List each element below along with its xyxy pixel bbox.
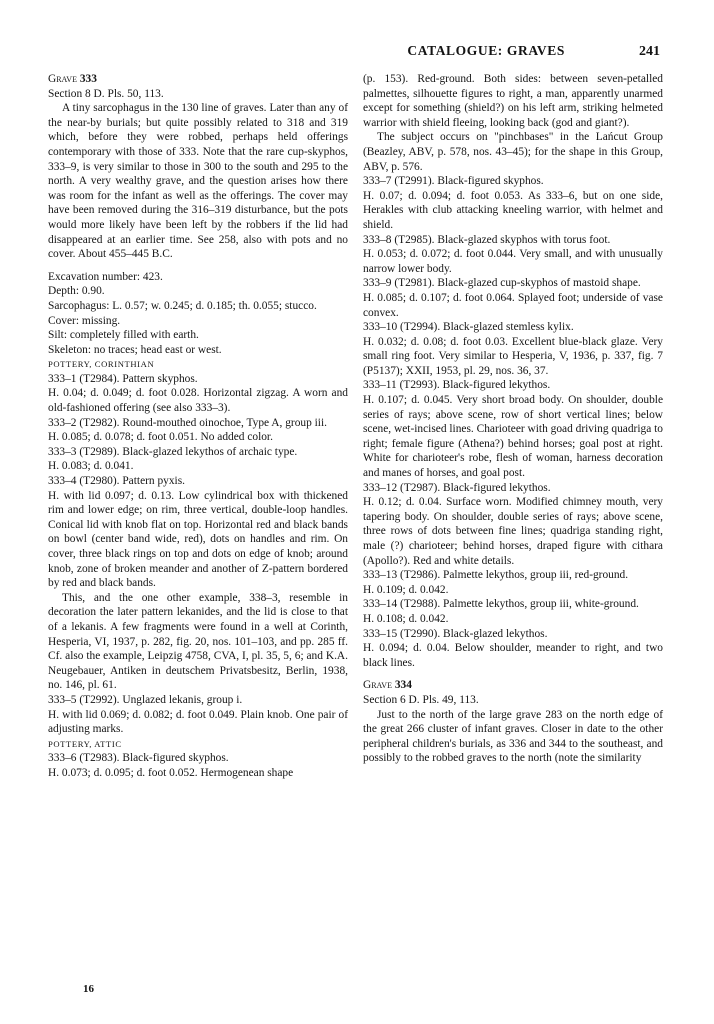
entry-title: 333–10 (T2994). Black-glazed stemless kylix. [363, 321, 574, 334]
grave-intro: A tiny sarcophagus in the 130 line of graves. Later than any of the near-by burials; but quite possibly related to 318 and 319 which, before they were robbed, perhaps held offerings contemporary with those of 333. Note that the rare cup-skyphos, 333–9, is very similar to those in 300 to the south and 295 to the north. A very wealthy grave, and the question arises how there was room for the infant as well as the offerings. The cover may have been removed during the 316–319 disturbance, but the pots would more likely have been left by the robbers if the lid had disappeared at an earlier time. See 258, also with pots and no cover. About 455–445 B.C. [48, 102, 348, 261]
signature-mark: 16 [83, 983, 94, 995]
entry-title: 333–5 (T2992). Unglazed lekanis, group i. [48, 693, 243, 706]
entry-paragraph: This, and the one other example, 338–3, resemble in decoration the later pattern lekanides, and the lid is close to that of a lekanis. A few fragments were found in a well at Corinth, Hesperia, VI, 1937, p. 282, fig. 20, nos. 101–103, and pp. 285 ff. Cf. also the example, Leipzig 4758, CVA, I, pl. 35, 5, 6; and K.A. Neugebauer, Antiken in deutschem Privatsbesitz, Berlin, 1938, no. 146, pl. 61. [48, 591, 348, 692]
excavation-number: Excavation number: 423. [48, 270, 163, 283]
entry-title: 333–3 (T2989). Black-glazed lekythos of archaic type. [48, 445, 298, 458]
entry-text: H. with lid 0.097; d. 0.13. Low cylindrical box with thickened rim and lower edge; on rim, three vertical, double-loop handles. Conical lid with knob flat on top. Horizontal red and black bands on bowl (center band wide, red), dots on handles and rim. On cover, three black rings on top and dots on edge of knob; around knob, zone of broken meander and another of Z-pattern bordered by red and black bands. [48, 489, 348, 590]
entry-text: H. 0.085; d. 0.107; d. foot 0.064. Splayed foot; underside of vase convex. [363, 291, 663, 319]
entry-title: 333–14 (T2988). Palmette lekythos, group iii, white-ground. [363, 598, 639, 611]
entry-text: H. 0.07; d. 0.094; d. foot 0.053. As 333–6, but on one side, Herakles with club attacking kneeling warrior, with helmet and shield. [363, 189, 663, 231]
section-pottery-corinthian: POTTERY, CORINTHIAN [48, 359, 155, 370]
running-title: CATALOGUE: GRAVES [407, 43, 565, 58]
left-column [48, 72, 348, 781]
section-line: Section 6 D. Pls. 49, 113. [363, 693, 479, 706]
entry-text: H. 0.04; d. 0.049; d. foot 0.028. Horizontal zigzag. A worn and old-fashioned offering (see also 333–3). [48, 387, 348, 415]
running-header [48, 43, 660, 63]
section-line: Section 8 D. Pls. 50, 113. [48, 87, 164, 100]
entry-title: 333–6 (T2983). Black-figured skyphos. [48, 752, 229, 765]
page-number: 241 [639, 44, 660, 59]
entry-text: H. 0.053; d. 0.072; d. foot 0.044. Very small, and with unusually narrow lower body. [363, 248, 663, 275]
continued-text: (p. 153). Red-ground. Both sides: between seven-petalled palmettes, silhouette figures to right, a man, apparently unarmed except for something (shield?) on his left arm, striking helmeted warrior with shield fleeing, looking back (god and giant?). [363, 73, 663, 129]
entry-text: H. 0.109; d. 0.042. [363, 583, 449, 596]
grave-heading: Grave 334 [363, 679, 412, 692]
grave-heading: Grave 333 [48, 73, 97, 85]
entry-title: 333–9 (T2981). Black-glazed cup-skyphos of mastoid shape. [363, 277, 641, 290]
entry-text: H. 0.085; d. 0.078; d. foot 0.051. No added color. [48, 431, 273, 444]
sarcophagus: Sarcophagus: L. 0.57; w. 0.245; d. 0.185; th. 0.055; stucco. [48, 299, 317, 312]
entry-text: H. 0.108; d. 0.042. [363, 612, 449, 625]
entry-title: 333–7 (T2991). Black-figured skyphos. [363, 175, 544, 188]
continued-paragraph: The subject occurs on "pinchbases" in the Lańcut Group (Beazley, ABV, p. 578, nos. 43–45); for the shape in this Group, ABV, p. 576. [363, 131, 663, 173]
grave-number: 334 [394, 679, 412, 692]
entry-text: H. 0.073; d. 0.095; d. foot 0.052. Hermogenean shape [48, 766, 294, 779]
entry-title: 333–11 (T2993). Black-figured lekythos. [363, 379, 551, 392]
entry-text: H. 0.094; d. 0.04. Below shoulder, meander to right, and two black lines. [363, 642, 663, 669]
entry-text: H. with lid 0.069; d. 0.082; d. foot 0.049. Plain knob. One pair of adjusting marks. [48, 708, 348, 736]
silt: Silt: completely filled with earth. [48, 329, 199, 342]
entry-text: H. 0.032; d. 0.08; d. foot 0.03. Excellent blue-black glaze. Very small ring foot. Very similar to Hesperia, V, 1936, p. 337, fig. 7 (P5137); XXII, 1953, pl. 29, nos. 36, 37. [363, 335, 663, 377]
skeleton: Skeleton: no traces; head east or west. [48, 343, 222, 356]
section-pottery-attic: POTTERY, ATTIC [48, 738, 122, 749]
entry-title: 333–2 (T2982). Round-mouthed oinochoe, Type A, group iii. [48, 416, 327, 429]
grave-number: 333 [79, 73, 97, 85]
entry-title: 333–8 (T2985). Black-glazed skyphos with torus foot. [363, 233, 611, 246]
entry-text: H. 0.083; d. 0.041. [48, 460, 134, 473]
cover: Cover: missing. [48, 314, 121, 327]
entry-title: 333–4 (T2980). Pattern pyxis. [48, 475, 185, 488]
entry-text: H. 0.107; d. 0.045. Very short broad body. On shoulder, double series of rays; above scene, row of short vertical lines; below scene, wet-incised lines. Charioteer with goad driving quadriga to right; female figure (Athena?) behind horses; goal post at right. White for charioteer's robe, flesh of woman, harness decoration and manes of horses, and goal post. [363, 394, 663, 480]
entry-title: 333–12 (T2987). Black-figured lekythos. [363, 481, 551, 494]
right-column [363, 72, 663, 766]
entry-title: 333–1 (T2984). Pattern skyphos. [48, 372, 198, 385]
entry-title: 333–15 (T2990). Black-glazed lekythos. [363, 627, 548, 640]
entry-text: H. 0.12; d. 0.04. Surface worn. Modified chimney mouth, very tapering body. On shoulder, double series of rays; above scene, three rows of dots between fine lines; quadriga standing right, male (?) charioteer; behind horses, draped figure with cithara (Apollo?). Red and white details. [363, 496, 663, 567]
depth: Depth: 0.90. [48, 285, 105, 298]
entry-title: 333–13 (T2986). Palmette lekythos, group iii, red-ground. [363, 569, 629, 582]
grave-intro: Just to the north of the large grave 283 on the north edge of the great 266 cluster of infant graves. Closer in date to the other peripheral children's burials, as 336 and 344 to the southeast, and possibly to the robbed graves to the north (note the similarity [363, 708, 663, 765]
